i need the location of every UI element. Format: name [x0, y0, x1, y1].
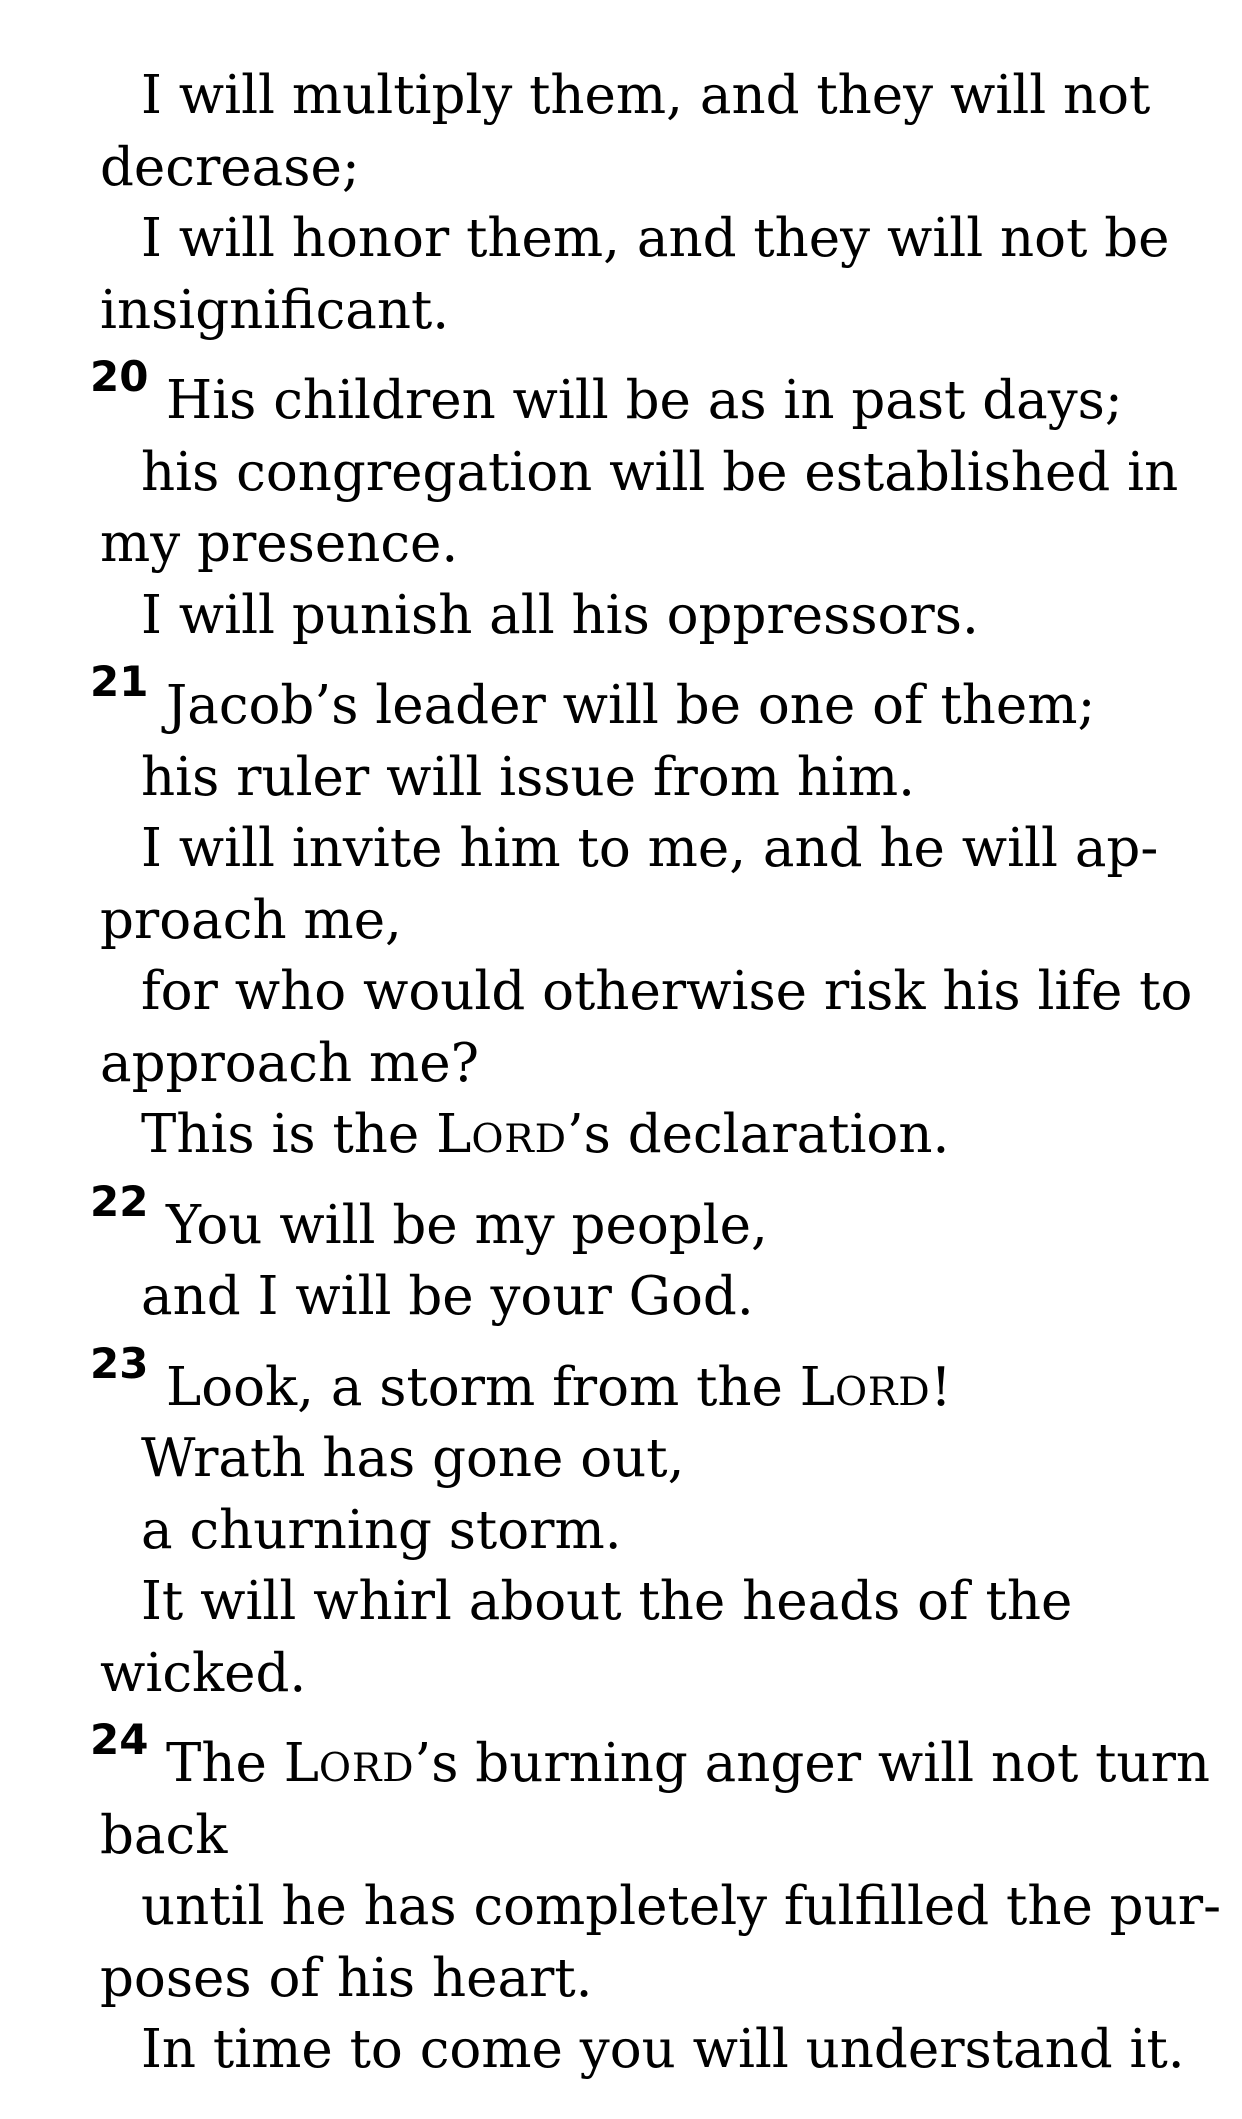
poetry-line: I will multiply them, and they will not — [141, 65, 1151, 126]
poetry-line: until he has completely fulfilled the pur- — [141, 1876, 1221, 1937]
small-caps-text: ORD — [834, 1369, 931, 1415]
verse-number: 22 — [90, 1176, 149, 1226]
poetry-line: and I will be your God. — [141, 1266, 754, 1327]
poetry-line: his congregation will be established in — [141, 441, 1179, 503]
verse-text-line: His children will be as in past days; — [166, 370, 1123, 431]
verse-text-line — [166, 1352, 952, 1424]
poetry-line: Wrath has gone out, — [141, 1428, 685, 1489]
poetry-line: I will honor them, and they will not be — [141, 208, 1170, 269]
continuation-line: proach me, — [100, 889, 402, 951]
verse-text-line: You will be my people, — [166, 1194, 768, 1256]
small-caps-text: ORD — [471, 1117, 567, 1162]
verse-text-line — [166, 1728, 1210, 1800]
small-caps-text: ORD — [318, 1746, 415, 1791]
continuation-line: insignificant. — [100, 279, 450, 341]
text-segment: ’s declaration. — [566, 1104, 950, 1165]
poetry-line: I will punish all his oppressors. — [141, 584, 979, 646]
verse-number: 20 — [90, 352, 149, 401]
continuation-line: approach me? — [100, 1032, 479, 1094]
poetry-line: I will invite him to me, and he will ap- — [141, 818, 1159, 879]
verse-number: 23 — [90, 1338, 149, 1388]
text-segment: ’s burning anger will not turn — [414, 1733, 1211, 1794]
poetry-line: his ruler will issue from him. — [141, 746, 916, 808]
text-segment: ! — [930, 1356, 952, 1418]
poetry-line: a churning storm. — [141, 1499, 622, 1561]
poetry-line — [141, 1099, 949, 1171]
text-segment: L — [283, 1733, 319, 1794]
text-segment: L — [436, 1104, 472, 1165]
verse-text-line: Jacob’s leader will be one of them; — [166, 675, 1096, 736]
poetry-line: It will whirl about the heads of the — [141, 1571, 1073, 1632]
text-segment: This is the — [141, 1104, 437, 1165]
text-segment: The — [166, 1733, 284, 1794]
continuation-line: wicked. — [100, 1642, 307, 1704]
poetry-line: In time to come you will understand it. — [141, 2019, 1185, 2080]
verse-number: 24 — [90, 1715, 149, 1764]
text-segment: Look, a storm from the — [166, 1356, 800, 1418]
verse-number: 21 — [90, 657, 149, 706]
continuation-line: my presence. — [100, 513, 459, 574]
continuation-line: poses of his heart. — [100, 1947, 593, 2009]
continuation-line: back — [100, 1804, 228, 1866]
text-segment: L — [799, 1356, 835, 1418]
continuation-line: decrease; — [100, 136, 360, 198]
poetry-line: for who would otherwise risk his life to — [141, 961, 1193, 1022]
